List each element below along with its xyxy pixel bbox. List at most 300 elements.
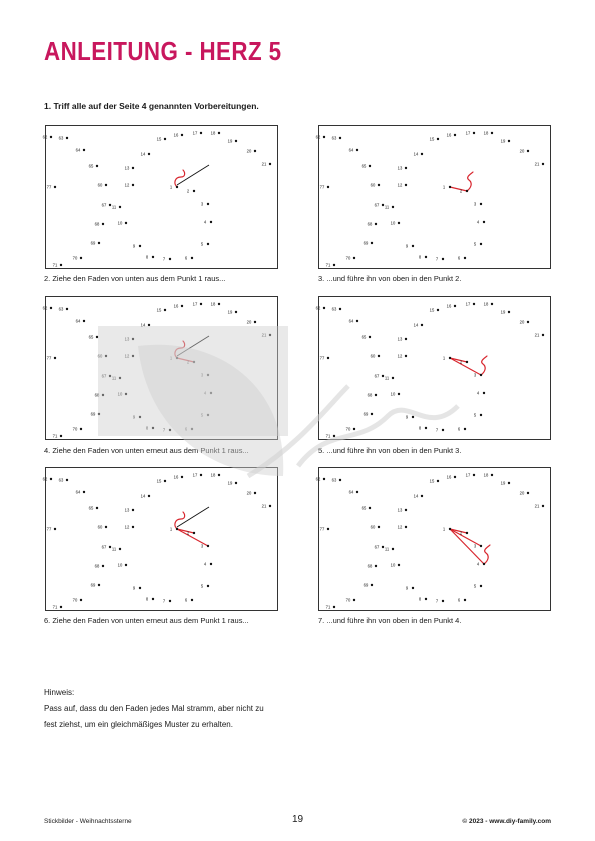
pattern-dot (405, 338, 407, 340)
dot-label: 18 (483, 130, 489, 136)
dot-label: 9 (132, 585, 136, 591)
dot-label: 65 (361, 334, 367, 340)
dot-label: 68 (367, 563, 373, 569)
dot-label: 5 (473, 583, 477, 589)
pattern-dot (356, 491, 358, 493)
dot-label: 63 (58, 477, 64, 483)
dot-label: 69 (363, 582, 369, 588)
pattern-dot (327, 186, 329, 188)
dot-label: 17 (192, 130, 198, 136)
pattern-dot (508, 140, 510, 142)
pattern-dot (375, 565, 377, 567)
dot-label: 2 (186, 530, 190, 536)
dot-label: 1 (442, 184, 446, 190)
pattern-dot (80, 428, 82, 430)
dot-label: 70 (345, 255, 351, 261)
dot-label: 8 (418, 425, 422, 431)
dot-label: 14 (413, 493, 419, 499)
pattern-dot (421, 324, 423, 326)
dot-label: 71 (325, 262, 331, 268)
dot-label: 71 (52, 262, 58, 268)
pattern-dot (207, 585, 209, 587)
pattern-dot (207, 203, 209, 205)
pattern-dot (210, 392, 212, 394)
pattern-dot (442, 258, 444, 260)
pattern-dot (327, 357, 329, 359)
dot-label: 69 (363, 240, 369, 246)
dot-label: 64 (75, 489, 81, 495)
dot-label: 8 (145, 425, 149, 431)
pattern-dot (437, 309, 439, 311)
thread-squiggle (467, 172, 473, 191)
dot-label: 6 (457, 255, 461, 261)
dot-label: 2 (459, 359, 463, 365)
dot-label: 12 (124, 353, 130, 359)
dot-label: 13 (397, 507, 403, 513)
dot-label: 63 (331, 306, 337, 312)
pattern-dot (464, 428, 466, 430)
pattern-dot (464, 599, 466, 601)
dot-label: 20 (246, 148, 252, 154)
dot-label: 63 (331, 135, 337, 141)
pattern-dot (66, 137, 68, 139)
dot-label: 12 (397, 182, 403, 188)
dot-label: 4 (203, 390, 207, 396)
dot-label: 10 (390, 220, 396, 226)
dot-label: 17 (192, 472, 198, 478)
pattern-dot (66, 479, 68, 481)
pattern-dot (60, 264, 62, 266)
thread-line (450, 529, 484, 564)
pattern-dot (66, 308, 68, 310)
pattern-dot (98, 413, 100, 415)
dot-label: 8 (418, 596, 422, 602)
pattern-dot (218, 303, 220, 305)
thread-line (177, 358, 194, 362)
dot-label: 9 (405, 243, 409, 249)
step-caption-3: 3. ...und führe ihn von oben in den Punkt 2. (318, 274, 462, 283)
needle-icon (177, 507, 209, 527)
pattern-dot (353, 599, 355, 601)
dot-label: 21 (261, 161, 267, 167)
dot-label: 63 (331, 477, 337, 483)
pattern-dot (442, 429, 444, 431)
dot-label: 62 (42, 134, 48, 140)
pattern-dot (176, 357, 178, 359)
dot-label: 62 (42, 305, 48, 311)
hint-box (44, 685, 264, 733)
pattern-dot (254, 150, 256, 152)
pattern-dot (405, 526, 407, 528)
dot-label: 10 (117, 220, 123, 226)
pattern-dot (421, 495, 423, 497)
pattern-dot (132, 355, 134, 357)
dot-label: 9 (405, 414, 409, 420)
dot-label: 19 (227, 480, 233, 486)
dot-label: 60 (97, 524, 103, 530)
dot-label: 1 (169, 355, 173, 361)
pattern-dot (125, 393, 127, 395)
dot-label: 16 (446, 303, 452, 309)
dot-label: 7 (435, 427, 439, 433)
dot-label: 65 (88, 163, 94, 169)
dot-label: 5 (200, 412, 204, 418)
pattern-dot (54, 528, 56, 530)
dot-label: 2 (186, 188, 190, 194)
step-panel-5 (315, 296, 551, 440)
dot-label: 6 (457, 597, 461, 603)
pattern-dot (125, 222, 127, 224)
thread-line (450, 187, 467, 191)
pattern-dot (425, 598, 427, 600)
dot-label: 5 (200, 583, 204, 589)
pattern-dot (466, 361, 468, 363)
pattern-dot (218, 132, 220, 134)
pattern-dot (152, 427, 154, 429)
dot-label: 20 (246, 490, 252, 496)
dot-label: 70 (345, 597, 351, 603)
footer-series: Stickbilder - Weihnachtssterne (44, 818, 132, 825)
pattern-dot (193, 532, 195, 534)
dot-label: 19 (227, 309, 233, 315)
dot-label: 12 (397, 524, 403, 530)
thread-line (450, 358, 481, 375)
dot-label: 67 (101, 544, 107, 550)
pattern-dot (527, 150, 529, 152)
pattern-dot (412, 416, 414, 418)
pattern-dot (269, 163, 271, 165)
dot-label: 1 (169, 526, 173, 532)
pattern-dot (327, 528, 329, 530)
dot-label: 4 (476, 219, 480, 225)
pattern-dot (139, 245, 141, 247)
pattern-dot (132, 509, 134, 511)
pattern-dot (119, 548, 121, 550)
dot-label: 68 (94, 563, 100, 569)
dot-label: 14 (140, 493, 146, 499)
dot-label: 69 (90, 411, 96, 417)
pattern-dot (132, 184, 134, 186)
pattern-dot (181, 305, 183, 307)
step-panel-7 (315, 467, 551, 611)
pattern-dot (218, 474, 220, 476)
dot-label: 4 (203, 561, 207, 567)
pattern-dot (102, 565, 104, 567)
pattern-dot (449, 357, 451, 359)
pattern-dot (60, 435, 62, 437)
dot-label: 16 (173, 132, 179, 138)
pattern-dot (83, 149, 85, 151)
dot-label: 12 (397, 353, 403, 359)
step-panel-3 (315, 125, 551, 269)
dot-label: 77 (46, 355, 52, 361)
dot-label: 62 (315, 476, 321, 482)
pattern-dot (449, 186, 451, 188)
pattern-dot (480, 545, 482, 547)
hint-line-1: Pass auf, dass du den Faden jedes Mal stramm, aber nicht zu (44, 704, 264, 713)
pattern-dot (323, 307, 325, 309)
pattern-dot (369, 336, 371, 338)
pattern-dot (398, 564, 400, 566)
dot-label: 67 (374, 202, 380, 208)
dot-label: 60 (370, 353, 376, 359)
pattern-dot (96, 507, 98, 509)
step-caption-2: 2. Ziehe den Faden von unten aus dem Punkt 1 raus... (44, 274, 226, 283)
dot-label: 63 (58, 135, 64, 141)
thread-line (450, 529, 481, 546)
dot-label: 21 (534, 161, 540, 167)
pattern-dot (339, 479, 341, 481)
dot-label: 11 (111, 375, 117, 381)
dot-label: 19 (500, 480, 506, 486)
needle-icon (177, 336, 209, 356)
dot-label: 3 (200, 543, 204, 549)
dot-label: 63 (58, 306, 64, 312)
dot-label: 4 (476, 561, 480, 567)
pattern-dot (398, 222, 400, 224)
pattern-dot (119, 206, 121, 208)
dot-label: 60 (97, 353, 103, 359)
pattern-dot (437, 138, 439, 140)
pattern-dot (425, 256, 427, 258)
dot-label: 60 (370, 524, 376, 530)
dot-label: 18 (483, 301, 489, 307)
dot-label: 19 (500, 138, 506, 144)
pattern-dot (181, 134, 183, 136)
pattern-dot (542, 163, 544, 165)
pattern-dot (54, 357, 56, 359)
dot-label: 5 (200, 241, 204, 247)
thread-squiggle (484, 545, 490, 564)
pattern-dot (152, 256, 154, 258)
dot-label: 14 (413, 322, 419, 328)
dot-label: 15 (156, 478, 162, 484)
dot-label: 19 (227, 138, 233, 144)
pattern-dot (80, 257, 82, 259)
dot-label: 70 (72, 597, 78, 603)
dot-label: 18 (210, 130, 216, 136)
pattern-dot (473, 474, 475, 476)
dot-label: 68 (367, 392, 373, 398)
dot-label: 1 (442, 526, 446, 532)
pattern-dot (119, 377, 121, 379)
pattern-dot (83, 491, 85, 493)
pattern-dot (480, 374, 482, 376)
pattern-dot (148, 324, 150, 326)
dot-label: 17 (465, 301, 471, 307)
pattern-dot (269, 334, 271, 336)
dot-label: 77 (319, 184, 325, 190)
pattern-dot (412, 587, 414, 589)
pattern-dot (454, 476, 456, 478)
dot-label: 15 (429, 478, 435, 484)
dot-label: 71 (52, 604, 58, 610)
pattern-dot (269, 505, 271, 507)
dot-label: 5 (473, 241, 477, 247)
pattern-dot (378, 526, 380, 528)
pattern-dot (508, 482, 510, 484)
pattern-dot (132, 338, 134, 340)
dot-label: 62 (42, 476, 48, 482)
dot-label: 13 (124, 336, 130, 342)
pattern-dot (392, 548, 394, 550)
pattern-dot (191, 599, 193, 601)
pattern-dot (176, 528, 178, 530)
pattern-dot (235, 140, 237, 142)
hint-line-2: fest ziehst, um ein gleichmäßiges Muster zu erhalten. (44, 720, 233, 729)
pattern-dot (181, 476, 183, 478)
dot-label: 3 (473, 201, 477, 207)
dot-label: 10 (117, 391, 123, 397)
pattern-dot (235, 482, 237, 484)
pattern-dot (254, 321, 256, 323)
pattern-dot (50, 478, 52, 480)
pattern-dot (98, 242, 100, 244)
pattern-dot (254, 492, 256, 494)
thread-line (177, 529, 208, 546)
pattern-dot (105, 184, 107, 186)
dot-label: 9 (132, 414, 136, 420)
dot-label: 10 (390, 391, 396, 397)
pattern-dot (164, 309, 166, 311)
pattern-diagram (42, 468, 277, 610)
dot-label: 1 (169, 184, 173, 190)
pattern-dot (405, 184, 407, 186)
pattern-dot (200, 132, 202, 134)
dot-label: 64 (348, 318, 354, 324)
dot-label: 21 (534, 332, 540, 338)
pattern-dot (98, 584, 100, 586)
dot-label: 62 (315, 305, 321, 311)
pattern-dot (132, 526, 134, 528)
pattern-dot (491, 303, 493, 305)
pattern-dot (333, 264, 335, 266)
step-caption-4: 4. Ziehe den Faden von unten erneut aus dem Punkt 1 raus... (44, 446, 249, 455)
pattern-dot (421, 153, 423, 155)
dot-label: 64 (348, 489, 354, 495)
pattern-dot (371, 584, 373, 586)
dot-label: 4 (476, 390, 480, 396)
dot-label: 2 (459, 530, 463, 536)
dot-label: 65 (88, 505, 94, 511)
pattern-dot (480, 243, 482, 245)
pattern-dot (176, 186, 178, 188)
footer-copyright: © 2023 - www.diy-family.com (462, 818, 551, 825)
dot-label: 77 (319, 355, 325, 361)
dot-label: 7 (435, 598, 439, 604)
pattern-dot (235, 311, 237, 313)
dot-label: 1 (442, 355, 446, 361)
page-number: 19 (291, 814, 304, 825)
pattern-dot (191, 428, 193, 430)
pattern-dot (542, 505, 544, 507)
dot-label: 18 (483, 472, 489, 478)
pattern-dot (464, 257, 466, 259)
step-panel-4 (42, 296, 278, 440)
step-caption-7: 7. ...und führe ihn von oben in den Punkt 4. (318, 616, 462, 625)
pattern-dot (105, 355, 107, 357)
dot-label: 21 (534, 503, 540, 509)
pattern-dot (102, 223, 104, 225)
dot-label: 65 (361, 163, 367, 169)
step-caption-6: 6. Ziehe den Faden von unten erneut aus dem Punkt 1 raus... (44, 616, 249, 625)
pattern-dot (480, 585, 482, 587)
dot-label: 11 (384, 546, 390, 552)
pattern-dot (405, 509, 407, 511)
pattern-dot (80, 599, 82, 601)
pattern-dot (483, 221, 485, 223)
pattern-dot (378, 184, 380, 186)
dot-label: 2 (186, 359, 190, 365)
dot-label: 15 (429, 136, 435, 142)
dot-label: 7 (162, 256, 166, 262)
dot-label: 15 (429, 307, 435, 313)
pattern-diagram (42, 297, 277, 439)
dot-label: 14 (140, 151, 146, 157)
pattern-dot (442, 600, 444, 602)
pattern-dot (148, 153, 150, 155)
pattern-dot (339, 137, 341, 139)
pattern-dot (139, 416, 141, 418)
pattern-dot (50, 307, 52, 309)
dot-label: 2 (459, 188, 463, 194)
dot-label: 8 (145, 254, 149, 260)
pattern-dot (375, 394, 377, 396)
pattern-dot (207, 243, 209, 245)
step-1-text: 1. Triff alle auf der Seite 4 genannten Vorbereitungen. (44, 101, 259, 111)
pattern-dot (323, 478, 325, 480)
pattern-diagram (315, 468, 550, 610)
pattern-dot (132, 167, 134, 169)
pattern-dot (193, 190, 195, 192)
pattern-dot (54, 186, 56, 188)
pattern-dot (323, 136, 325, 138)
pattern-dot (333, 606, 335, 608)
dot-label: 3 (200, 201, 204, 207)
pattern-dot (483, 563, 485, 565)
dot-label: 17 (465, 130, 471, 136)
pattern-dot (371, 242, 373, 244)
pattern-dot (60, 606, 62, 608)
dot-label: 60 (97, 182, 103, 188)
dot-label: 7 (435, 256, 439, 262)
pattern-dot (375, 223, 377, 225)
dot-label: 68 (94, 392, 100, 398)
dot-label: 13 (124, 165, 130, 171)
dot-label: 19 (500, 309, 506, 315)
dot-label: 77 (319, 526, 325, 532)
dot-label: 3 (200, 372, 204, 378)
pattern-dot (480, 414, 482, 416)
pattern-dot (466, 532, 468, 534)
dot-label: 3 (473, 543, 477, 549)
pattern-dot (542, 334, 544, 336)
dot-label: 13 (397, 165, 403, 171)
pattern-dot (339, 308, 341, 310)
pattern-dot (392, 206, 394, 208)
pattern-dot (527, 321, 529, 323)
dot-label: 11 (111, 546, 117, 552)
hint-title: Hinweis: (44, 688, 75, 697)
pattern-dot (392, 377, 394, 379)
dot-label: 10 (390, 562, 396, 568)
pattern-dot (425, 427, 427, 429)
needle-icon (177, 165, 209, 185)
pattern-dot (169, 429, 171, 431)
pattern-dot (369, 165, 371, 167)
pattern-diagram (315, 297, 550, 439)
pattern-dot (356, 149, 358, 151)
